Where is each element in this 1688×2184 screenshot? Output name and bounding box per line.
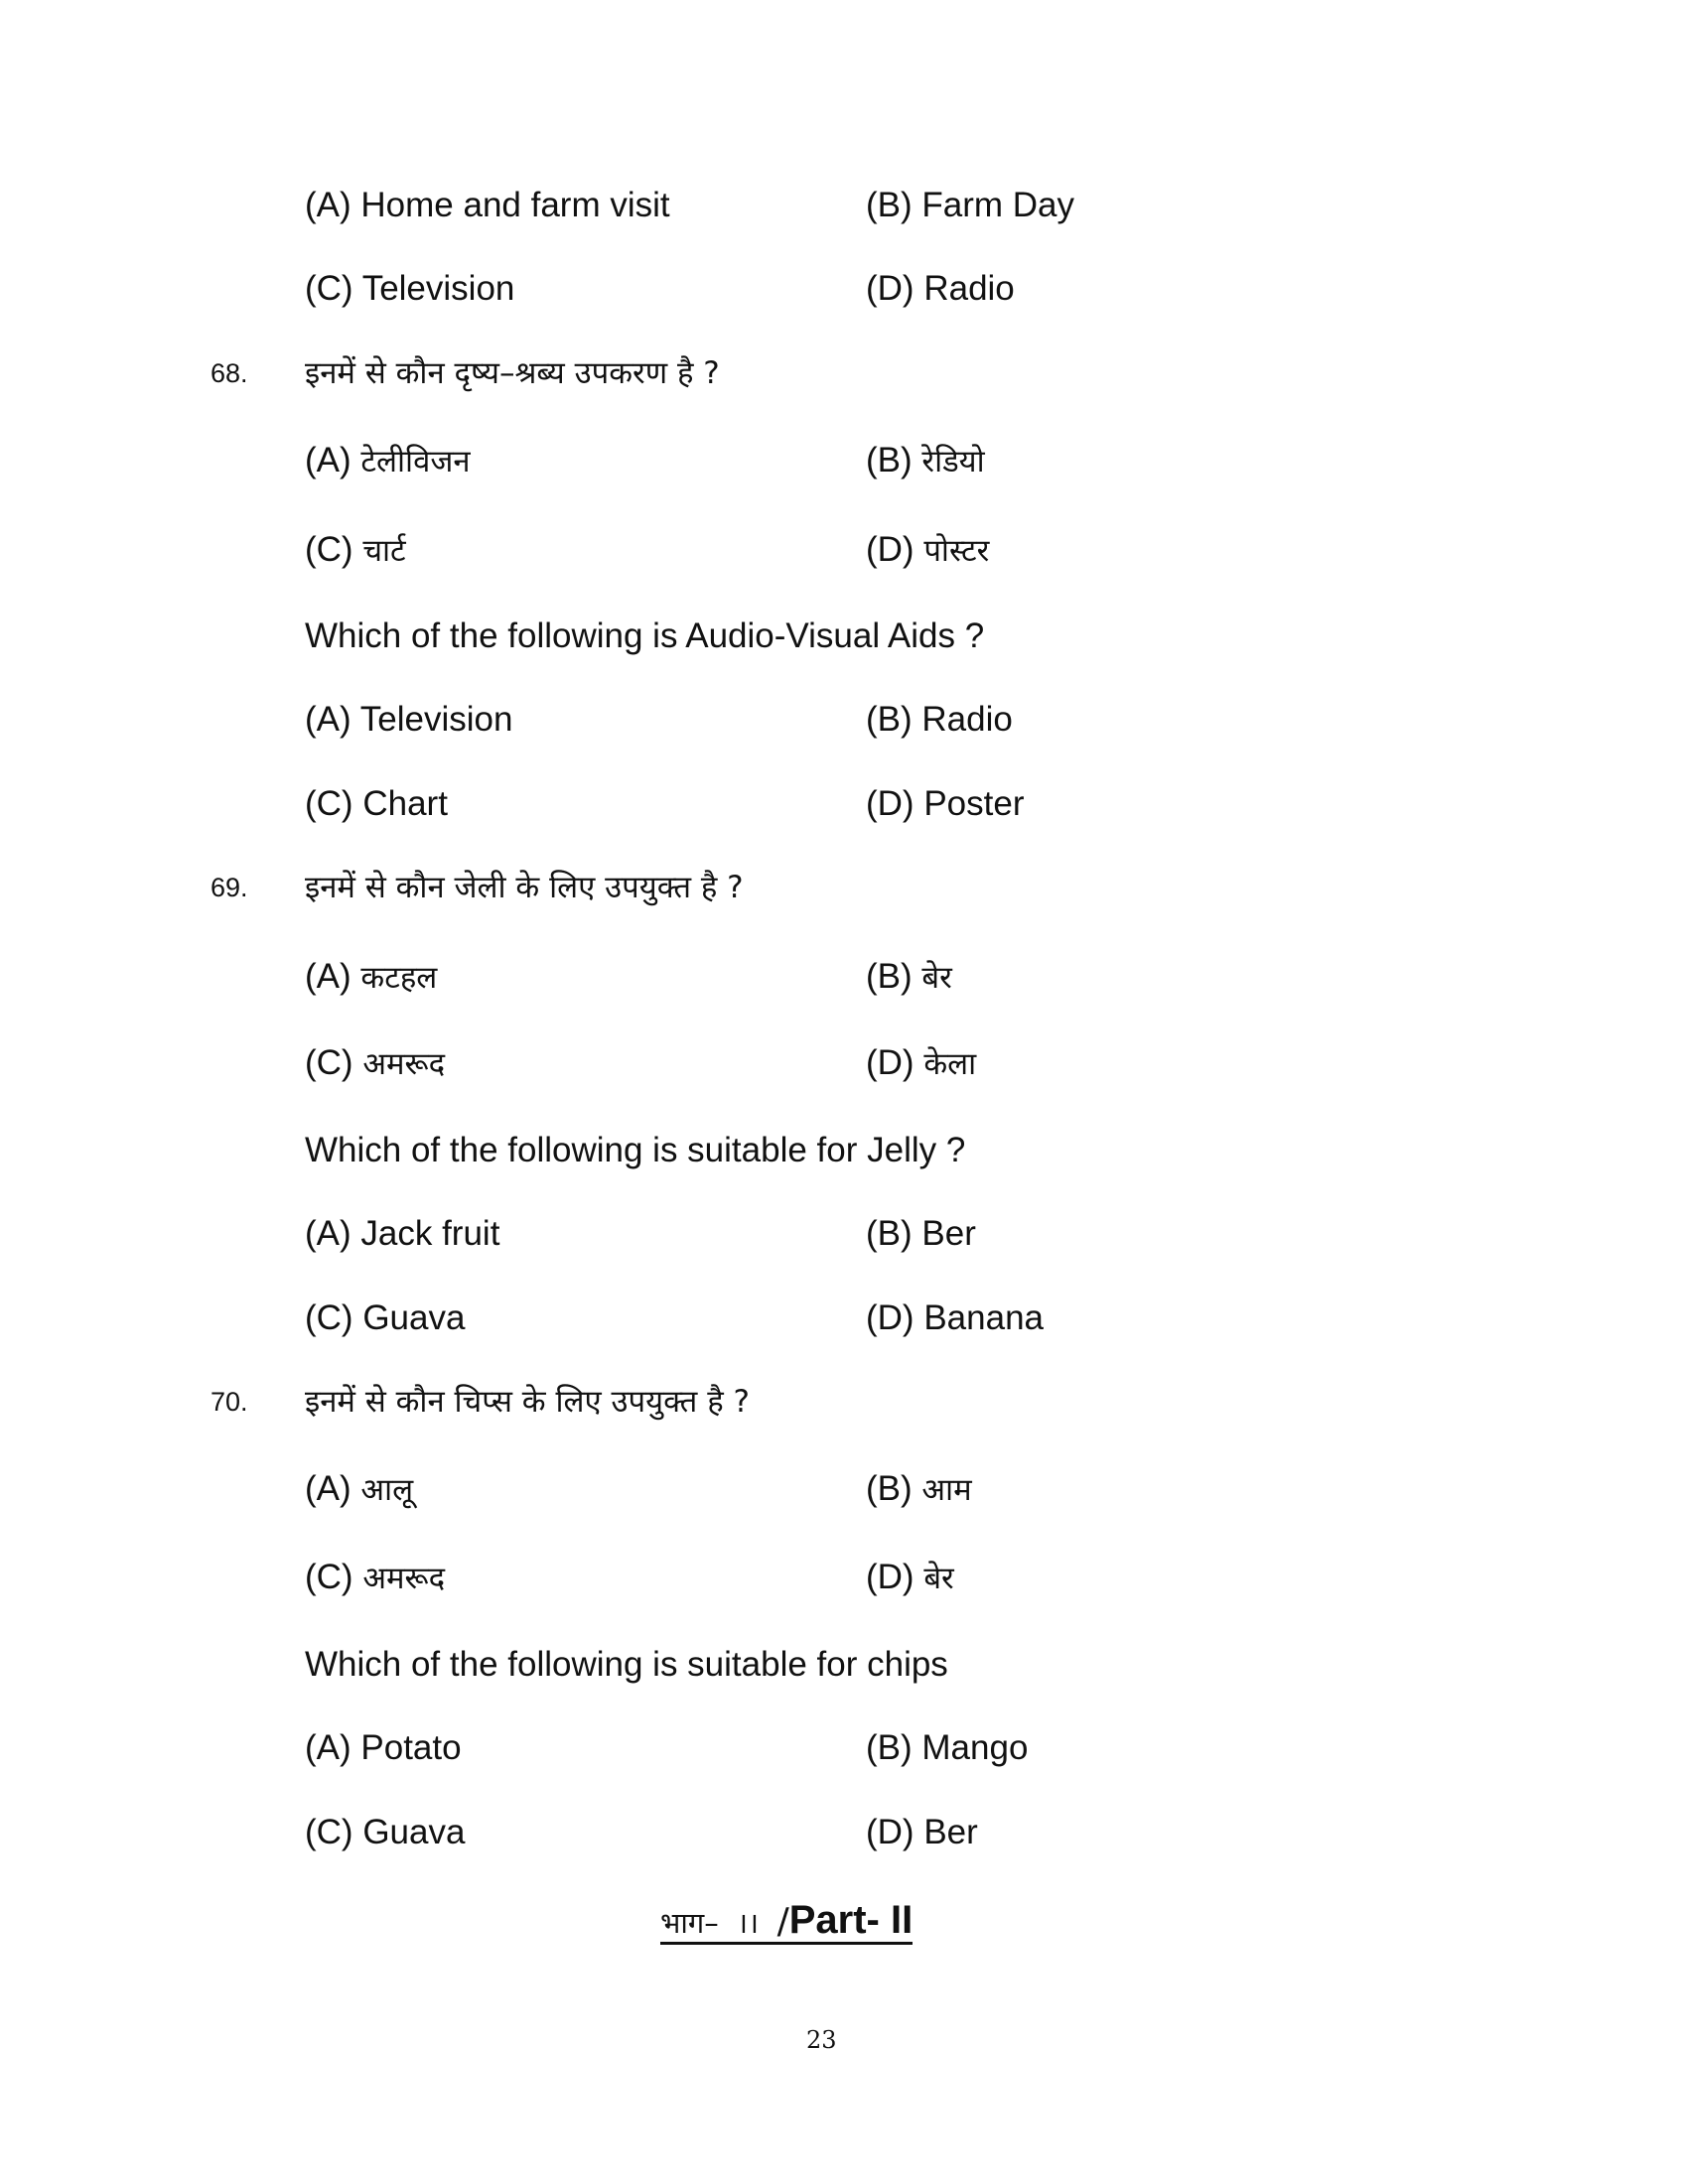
- question-text-hindi: इनमें से कौन जेली के लिए उपयुक्त है ?: [305, 870, 744, 905]
- option-text: Radio: [921, 700, 1013, 739]
- option-text: Television: [359, 700, 513, 739]
- option-text: आलू: [360, 1472, 414, 1508]
- option-label: (C): [305, 1298, 353, 1337]
- option-label: (D): [866, 530, 914, 569]
- option-label: (B): [866, 186, 913, 224]
- option-text: Guava: [362, 1813, 466, 1851]
- option-text: आम: [921, 1472, 972, 1508]
- option-label: (B): [866, 957, 913, 996]
- question-text-hindi: इनमें से कौन चिप्स के लिए उपयुक्त है ?: [305, 1384, 750, 1420]
- option-a-english: [305, 1728, 462, 1768]
- option-text: बेर: [923, 1561, 954, 1596]
- option-text: बेर: [921, 960, 952, 996]
- option-c-english: [305, 784, 448, 824]
- q67-option-b: [866, 186, 1074, 225]
- option-c-hindi: [305, 530, 406, 570]
- q67-option-d: [866, 269, 1015, 309]
- option-label: (A): [305, 186, 352, 224]
- option-text: Farm Day: [921, 186, 1075, 224]
- option-b-english: [866, 700, 1013, 740]
- option-text: Home and farm visit: [360, 186, 670, 224]
- question-text-english: Which of the following is suitable for chips: [305, 1645, 948, 1684]
- option-text: Poster: [923, 784, 1025, 823]
- option-d-hindi: [866, 530, 989, 570]
- option-b-hindi: [866, 441, 985, 480]
- option-c-hindi: [305, 1043, 445, 1083]
- option-label: (C): [305, 530, 353, 569]
- question-text-english: Which of the following is suitable for Jelly ?: [305, 1131, 966, 1169]
- option-label: (B): [866, 1728, 913, 1767]
- option-text: Mango: [921, 1728, 1029, 1767]
- option-text: Jack fruit: [360, 1214, 500, 1253]
- option-label: (C): [305, 1043, 353, 1082]
- section-heading-english: Part- II: [788, 1898, 914, 1942]
- option-text: Television: [361, 269, 515, 308]
- section-heading-hindi: भाग– ।।: [660, 1906, 777, 1940]
- option-text: Chart: [362, 784, 448, 823]
- option-d-english: [866, 1813, 978, 1852]
- option-label: (A): [305, 1728, 352, 1767]
- option-text: Potato: [360, 1728, 462, 1767]
- option-d-english: [866, 1298, 1044, 1338]
- option-b-hindi: [866, 1469, 972, 1509]
- option-b-english: [866, 1214, 976, 1254]
- option-text: चार्ट: [362, 533, 406, 569]
- option-text: रेडियो: [921, 444, 985, 479]
- option-label: (A): [305, 1469, 352, 1508]
- question-number: 68.: [211, 358, 248, 388]
- option-label: (D): [866, 269, 914, 308]
- option-text: टेलीविजन: [360, 444, 471, 479]
- option-label: (B): [866, 441, 913, 479]
- question-text-hindi: इनमें से कौन दृष्य–श्रब्य उपकरण है ?: [305, 355, 720, 391]
- option-label: (D): [866, 1813, 914, 1851]
- question-text-english: Which of the following is Audio-Visual Aids ?: [305, 616, 985, 655]
- option-a-english: [305, 1214, 499, 1254]
- page-number: 23: [806, 2026, 837, 2054]
- option-label: (D): [866, 1043, 914, 1082]
- option-label: (A): [305, 957, 352, 996]
- option-label: (A): [305, 700, 352, 739]
- option-label: (D): [866, 784, 914, 823]
- option-label: (D): [866, 1298, 914, 1337]
- option-label: (D): [866, 1558, 914, 1596]
- option-c-english: [305, 1813, 465, 1852]
- option-label: (B): [866, 1214, 913, 1253]
- option-text: Ber: [921, 1214, 976, 1253]
- option-text: कटहल: [360, 960, 438, 996]
- option-c-english: [305, 1298, 465, 1338]
- option-a-hindi: [305, 441, 471, 480]
- option-label: (C): [305, 784, 353, 823]
- option-label: (C): [305, 1558, 353, 1596]
- option-a-hindi: [305, 957, 437, 997]
- option-a-hindi: [305, 1469, 413, 1509]
- option-label: (A): [305, 441, 352, 479]
- option-a-english: [305, 700, 512, 740]
- option-b-hindi: [866, 957, 952, 997]
- section-heading: [660, 1898, 913, 1945]
- q67-option-a: [305, 186, 670, 225]
- question-number: 70.: [211, 1387, 248, 1417]
- option-label: (C): [305, 269, 353, 308]
- option-d-english: [866, 784, 1024, 824]
- option-text: Banana: [923, 1298, 1044, 1337]
- q67-option-c: [305, 269, 514, 309]
- option-text: पोस्टर: [923, 533, 990, 569]
- option-b-english: [866, 1728, 1028, 1768]
- option-text: Guava: [362, 1298, 466, 1337]
- option-text: Radio: [923, 269, 1015, 308]
- option-label: (B): [866, 1469, 913, 1508]
- option-text: अमरूद: [362, 1046, 446, 1082]
- option-text: अमरूद: [362, 1561, 446, 1596]
- option-d-hindi: [866, 1558, 954, 1597]
- question-number: 69.: [211, 873, 248, 902]
- option-text: केला: [923, 1046, 977, 1082]
- option-label: (A): [305, 1214, 352, 1253]
- option-c-hindi: [305, 1558, 445, 1597]
- section-heading-separator: /: [776, 1901, 789, 1942]
- option-d-hindi: [866, 1043, 976, 1083]
- option-text: Ber: [923, 1813, 978, 1851]
- option-label: (C): [305, 1813, 353, 1851]
- option-label: (B): [866, 700, 913, 739]
